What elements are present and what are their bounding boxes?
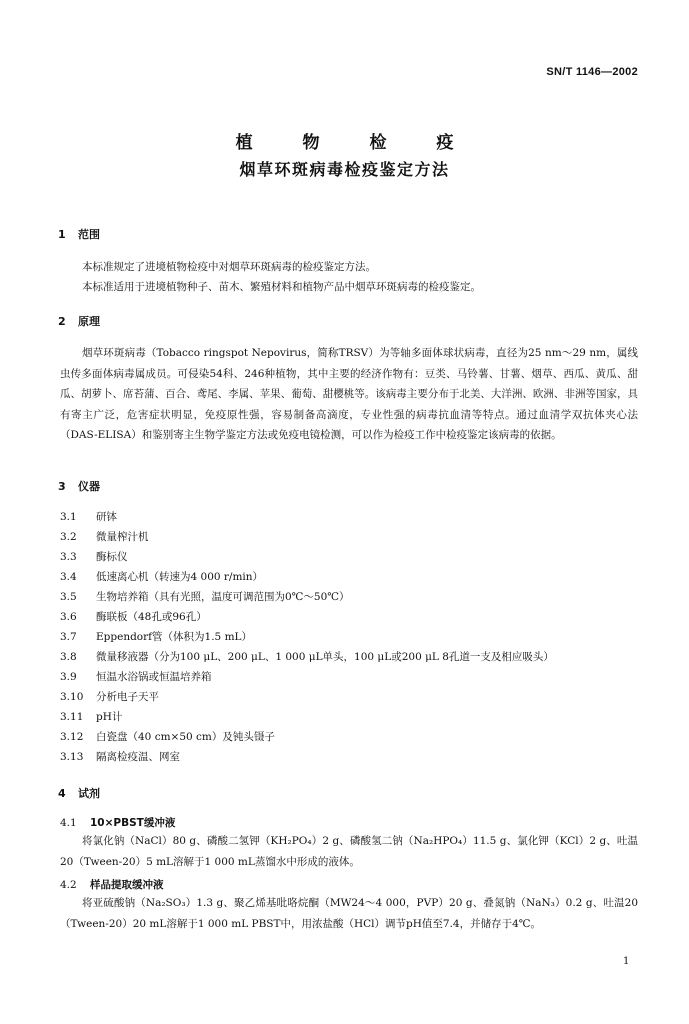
page-number: 1: [623, 956, 630, 967]
list-item: 3.7 Eppendorf管（体积为1.5 mL）: [60, 631, 252, 643]
section-title: 仪器: [78, 480, 100, 493]
section-1-paragraph-1: 本标准规定了进境植物检疫中对烟草环斑病毒的检疫鉴定方法。: [82, 261, 376, 273]
document-id: SN/T 1146—2002: [546, 66, 638, 78]
section-1-heading: [58, 226, 100, 242]
list-item: 3.9 恒温水浴锅或恒温培养箱: [60, 671, 212, 683]
section-number: 1: [58, 228, 66, 241]
section-1-paragraph-2: 本标准适用于进境植物种子、苗木、繁殖材料和植物产品中烟草环斑病毒的检疫鉴定。: [82, 281, 481, 293]
list-item: 3.12 白瓷盘（40 cm×50 cm）及钝头镊子: [60, 731, 275, 743]
section-number: 2: [58, 315, 66, 328]
list-item: 3.8 微量移液器（分为100 μL、200 μL、1 000 μL单头，100 μL或200 μL 8孔道一支及相应吸头）: [60, 651, 554, 663]
title-line-2: 烟草环斑病毒检疫鉴定方法: [239, 160, 450, 179]
section-2-heading: [58, 313, 100, 329]
list-item: 3.3 酶标仪: [60, 551, 128, 563]
list-item: 3.4 低速离心机（转速为4 000 r/min）: [60, 571, 264, 583]
subsection-4-2-heading: 4.2 样品提取缓冲液: [60, 879, 164, 891]
section-4-heading: [58, 785, 100, 801]
section-title: 范围: [78, 228, 100, 241]
subsection-4-1-heading: 4.1 10×PBST缓冲液: [60, 817, 176, 829]
subsection-4-1-paragraph: 将氯化钠（NaCl）80 g、磷酸二氢钾（KH₂PO₄）2 g、磷酸氢二钠（Na₂HPO₄）11.5 g、氯化钾（KCl）2 g、吐温20（Tween-20）5 mL溶解于1 000 mL蒸馏水中形成的液体。: [60, 835, 638, 868]
list-item: 3.6 酶联板（48孔或96孔）: [60, 611, 207, 623]
list-item: 3.10 分析电子天平: [60, 691, 159, 703]
section-2-paragraph: 烟草环斑病毒（Tobacco ringspot Nepovirus，简称TRSV）为等轴多面体球状病毒，直径为25 nm～29 nm，属线虫传多面体病毒属成员。可侵染54科、246种植物，其中主要的经济作物有：豆类、马铃薯、甘薯、烟草、西瓜、黄瓜、甜瓜、胡萝卜、席苔蒲、百合、鸢尾、李属、苹果、葡萄、甜樱桃等。该病毒主要分布于北美、大洋洲、欧洲、非洲等国家，具有寄主广泛，危害症状明显，免疫原性强，容易制备高滴度，专业性强的病毒抗血清等特点。通过血清学双抗体夹心法（DAS-ELISA）和鉴别寄主生物学鉴定方法或免疫电镜检测，可以作为检疫工作中检疫鉴定该病毒的依据。: [60, 347, 638, 441]
section-3-heading: [58, 478, 100, 494]
title-line-1: 植 物 检 疫: [235, 133, 476, 153]
list-item: 3.1 研钵: [60, 511, 117, 523]
section-title: 原理: [78, 315, 100, 328]
list-item: 3.11 pH计: [60, 711, 123, 723]
section-title: 试剂: [78, 787, 100, 800]
section-number: 4: [58, 787, 66, 800]
subsection-4-2-paragraph: 将亚硫酸钠（Na₂SO₃）1.3 g、聚乙烯基吡咯烷酮（MW24～4 000，PVP）20 g、叠氮钠（NaN₃）0.2 g、吐温20（Tween-20）20 mL溶解于1 000 mL PBST中，用浓盐酸（HCl）调节pH值至7.4，并储存于4℃。: [60, 897, 638, 930]
list-item: 3.2 微量榨汁机: [60, 531, 149, 543]
list-item: 3.13 隔离检疫温、网室: [60, 751, 180, 763]
section-number: 3: [58, 480, 66, 493]
list-item: 3.5 生物培养箱（具有光照，温度可调范围为0℃～50℃）: [60, 591, 350, 603]
